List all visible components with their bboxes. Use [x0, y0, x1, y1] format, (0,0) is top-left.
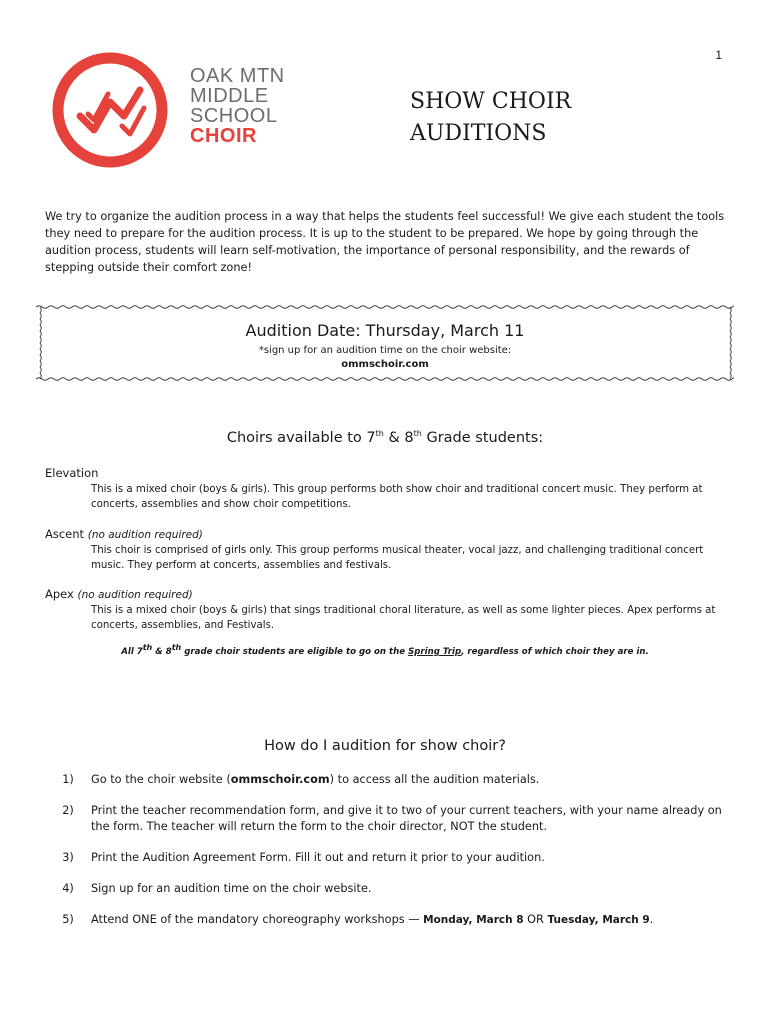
audition-steps	[45, 772, 725, 943]
page-title	[410, 86, 571, 150]
step-text: Go to the choir website (	[91, 773, 231, 786]
trip-note-part: grade choir students are eligible to go on the	[181, 647, 409, 657]
logo-line-3: SCHOOL	[190, 105, 278, 127]
choirs-heading-part: & 8	[383, 430, 414, 446]
trip-note-part: & 8	[152, 647, 172, 657]
audition-website: ommschoir.com	[341, 359, 429, 370]
choir-logo-icon	[50, 50, 170, 170]
choir-description: This is a mixed choir (boys & girls). This group performs both show choir and traditional concert music. They perform at concerts, assemblies and show choir competitions.	[91, 484, 703, 510]
choirs-heading-sup: th	[413, 429, 422, 439]
workshop-date-2: Tuesday, March 9	[547, 914, 650, 926]
step-3	[45, 850, 725, 866]
title-line-2: AUDITIONS	[410, 121, 547, 146]
logo-wordmark	[190, 66, 285, 146]
choir-description: This choir is comprised of girls only. This group performs musical theater, vocal jazz, and challenging traditional concert music. They perform at concerts, assemblies and festivals.	[91, 545, 704, 571]
step-4	[45, 881, 725, 897]
step-text: Sign up for an audition time on the choir website.	[91, 882, 372, 895]
step-text: Attend ONE of the mandatory choreography workshops —	[91, 913, 424, 926]
intro-paragraph: We try to organize the audition process in a way that helps the students feel successful! We give each student the tools they need to prepare for the audition process. It is up to the student to be prepared. We hope by going through the audition process, students will learn self-motivation, the importance of personal responsibility, and the rewards of stepping outside their comfort zone!	[45, 210, 725, 274]
logo-line-2: MIDDLE	[190, 85, 269, 107]
choir-name: Ascent	[45, 527, 88, 541]
page-number: 1	[715, 48, 722, 62]
choirs-heading-part: Choirs available to 7	[226, 430, 376, 446]
trip-note-part: All 7	[121, 647, 143, 657]
step-number: 1)	[62, 773, 74, 786]
step-1	[45, 772, 725, 788]
audition-signup-note: *sign up for an audition time on the choir website:	[258, 345, 512, 356]
workshop-date-1: Monday, March 8	[423, 914, 524, 926]
step-text: .	[649, 913, 654, 926]
title-line-1: SHOW CHOIR	[410, 89, 572, 114]
step-2	[45, 803, 725, 835]
choir-ascent	[45, 526, 725, 573]
choir-description: This is a mixed choir (boys & girls) that sings traditional choral literature, as well as some lighter pieces. Apex performs at concerts, assemblies, and Festivals.	[91, 605, 716, 631]
trip-note-sup: th	[142, 643, 153, 653]
choir-elevation	[45, 465, 725, 512]
choir-apex	[45, 586, 725, 633]
choir-note: (no audition required)	[87, 529, 203, 541]
step-number: 3)	[62, 851, 74, 864]
step-text: OR	[523, 913, 548, 926]
wavy-border	[36, 303, 734, 383]
trip-note-part: , regardless of which choir they are in.	[461, 647, 649, 657]
howto-heading: How do I audition for show choir?	[264, 738, 506, 754]
choir-name: Apex	[45, 587, 78, 601]
step-5	[45, 912, 725, 928]
logo-line-4: CHOIR	[190, 125, 257, 147]
step-number: 5)	[62, 913, 74, 926]
step-website: ommschoir.com	[230, 773, 330, 786]
trip-note-sup: th	[171, 643, 182, 653]
logo-line-1: OAK MTN	[190, 65, 285, 87]
audition-date: Audition Date: Thursday, March 11	[245, 321, 525, 340]
step-number: 4)	[62, 882, 74, 895]
step-text: Print the teacher recommendation form, and give it to two of your current teachers, with your name already on the form. The teacher will return the form to the choir director, NOT the student.	[91, 804, 722, 833]
choir-name: Elevation	[45, 466, 99, 480]
step-text: ) to access all the audition materials.	[329, 773, 540, 786]
spring-trip-note	[0, 643, 770, 657]
choirs-heading-sup: th	[375, 429, 384, 439]
audition-date-box	[36, 303, 734, 383]
spring-trip-link: Spring Trip	[408, 647, 462, 657]
choirs-heading-part: Grade students:	[421, 430, 544, 446]
step-text: Print the Audition Agreement Form. Fill it out and return it prior to your audition.	[91, 851, 545, 864]
choir-note: (no audition required)	[77, 589, 193, 601]
step-number: 2)	[62, 804, 74, 817]
choirs-heading	[0, 430, 770, 446]
